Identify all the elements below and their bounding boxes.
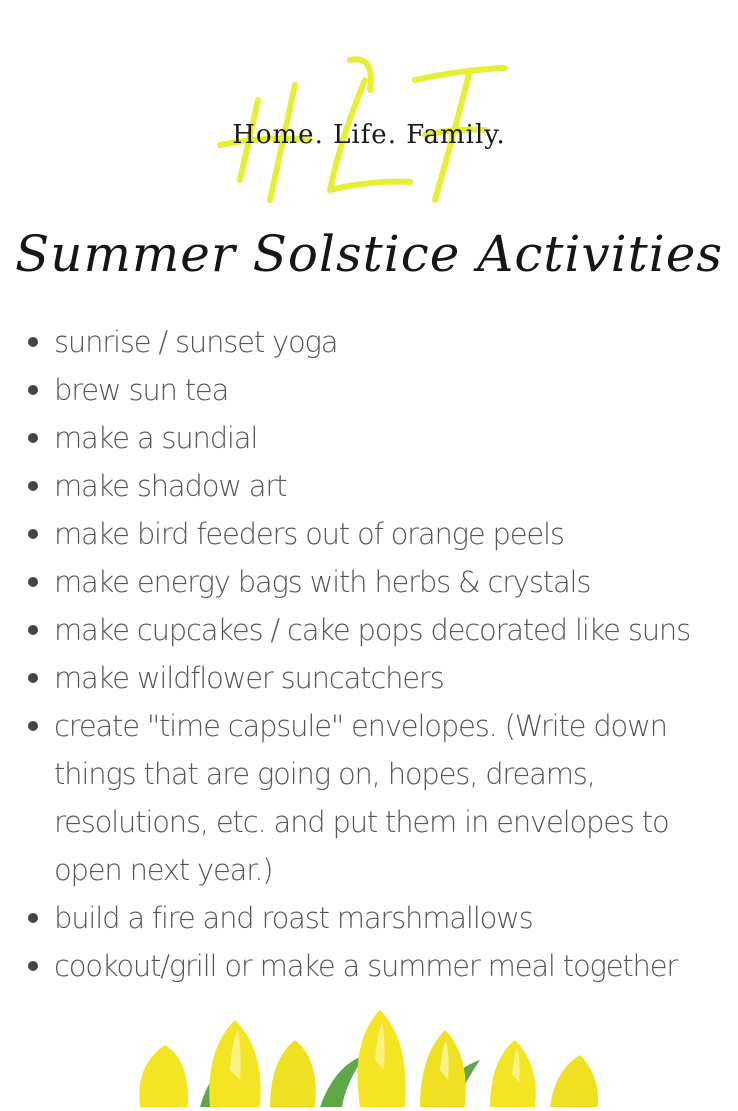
tulip-decoration — [120, 1010, 610, 1107]
list-item: cookout/grill or make a summer meal together — [24, 942, 724, 990]
list-item: make cupcakes / cake pops decorated like suns — [24, 606, 724, 654]
tulip-icon — [120, 1010, 610, 1107]
list-item: sunrise / sunset yoga — [24, 318, 724, 366]
list-item: make wildflower suncatchers — [24, 654, 724, 702]
activity-list — [24, 318, 724, 990]
brand-logo — [0, 40, 738, 220]
list-item: make shadow art — [24, 462, 724, 510]
list-item: create "time capsule" envelopes. (Write down things that are going on, hopes, dreams, resolutions, etc. and put them in envelopes to open next year.) — [24, 702, 724, 894]
list-item: make a sundial — [24, 414, 724, 462]
list-item: make bird feeders out of orange peels — [24, 510, 724, 558]
brand-name: Home. Life. Family. — [232, 120, 506, 150]
list-item: brew sun tea — [24, 366, 724, 414]
list-item: build a fire and roast marshmallows — [24, 894, 724, 942]
list-item: make energy bags with herbs & crystals — [24, 558, 724, 606]
page-title: Summer Solstice Activities — [14, 225, 723, 283]
